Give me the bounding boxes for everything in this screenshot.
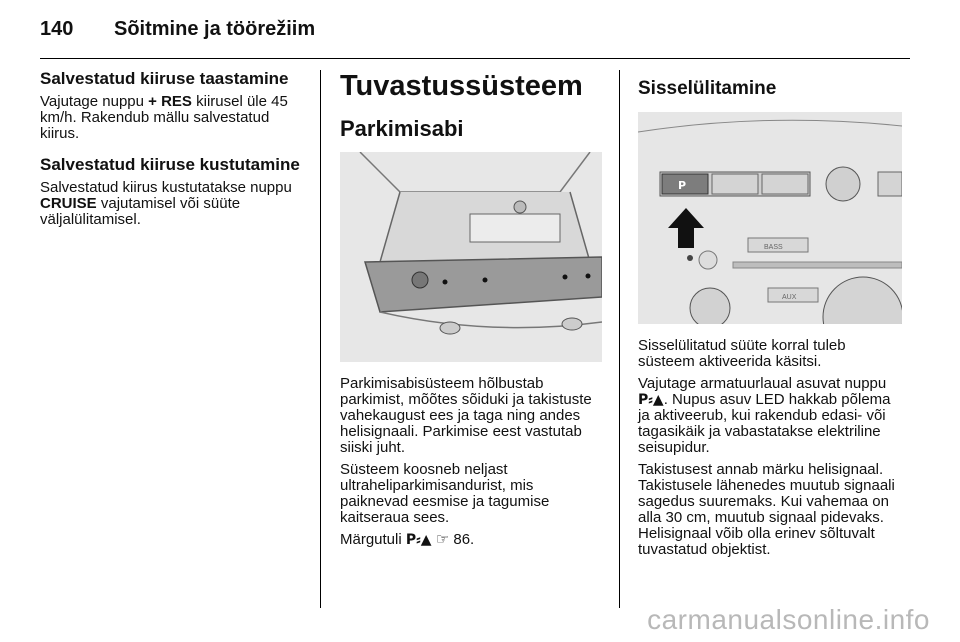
- clear-paragraph: Salvestatud kiirus kustutatakse nuppu CRUISE vajutamisel või süüte väljalülitamisel.: [40, 179, 292, 228]
- subsection-heading: Parkimisabi: [340, 116, 464, 141]
- res-button-label: + RES: [148, 93, 192, 110]
- indicator-paragraph: Märgutuli P⸗▲ ☞ 86.: [340, 531, 475, 548]
- parking-assist-symbol: P⸗▲: [405, 532, 432, 548]
- activation-paragraph-3: Takistusest annab märku helisignaal. Takistusele lähenedes muutub signaali sagedus suuremaks. Kui vahemaa on alla 30 cm, muutub signaal pidevaks. Helisignaal võib olla erinev sõltuvalt tuvastatud objektist.: [638, 461, 895, 558]
- page-header: [40, 18, 315, 41]
- activation-paragraph-1: Sisselülitatud süüte korral tuleb süsteem aktiveerida käsitsi.: [638, 337, 846, 370]
- column-3: [638, 70, 904, 564]
- rear-bumper-illustration: [340, 152, 602, 362]
- parking-assist-symbol: P⸗▲: [638, 392, 664, 408]
- parking-assist-paragraph-1: Parkimisabisüsteem hõlbustab parkimist, mõõtes sõiduki ja takistuste vahekaugust ees ja taga ning andes helisignaali. Parkimise eest vastutab siiski juht.: [340, 375, 592, 456]
- svg-text:BASS: BASS: [764, 244, 783, 251]
- activation-heading: Sisselülitamine: [638, 78, 777, 99]
- column-divider-2: [619, 70, 620, 608]
- heading-restore-speed: Salvestatud kiiruse taastamine: [40, 69, 289, 88]
- page-reference: ☞ 86.: [435, 531, 475, 548]
- cruise-button-label: CRUISE: [40, 195, 97, 212]
- parking-assist-paragraph-2: Süsteem koosneb neljast ultraheliparkimisandurist, mis paiknevad eesmise ja tagumise kaitseraua sees.: [340, 461, 550, 526]
- svg-text:AUX: AUX: [782, 294, 797, 301]
- dashboard-button-illustration: [638, 112, 902, 324]
- section-title: Sõitmine ja töörežiim: [114, 18, 316, 40]
- activation-paragraph-2: Vajutage armatuurlaual asuvat nuppu P⸗▲. Nupus asuv LED hakkab põlema ja aktiveerub, kui rakendub edasi- või tagasikäik ja vabastatakse elektriline seisupidur.: [638, 375, 891, 456]
- header-rule: [40, 58, 910, 59]
- column-divider-1: [320, 70, 321, 608]
- heading-clear-speed: Salvestatud kiiruse kustutamine: [40, 155, 300, 174]
- svg-text:P: P: [678, 179, 687, 192]
- watermark: carmanualsonline.info: [647, 604, 930, 635]
- column-1: [40, 70, 308, 234]
- restore-paragraph: Vajutage nuppu + RES kiirusel üle 45 km/h. Rakendub mällu salvestatud kiirus.: [40, 93, 288, 142]
- column-2: [340, 70, 605, 554]
- page-number: 140: [40, 18, 74, 40]
- section-heading: Tuvastussüsteem: [340, 70, 583, 102]
